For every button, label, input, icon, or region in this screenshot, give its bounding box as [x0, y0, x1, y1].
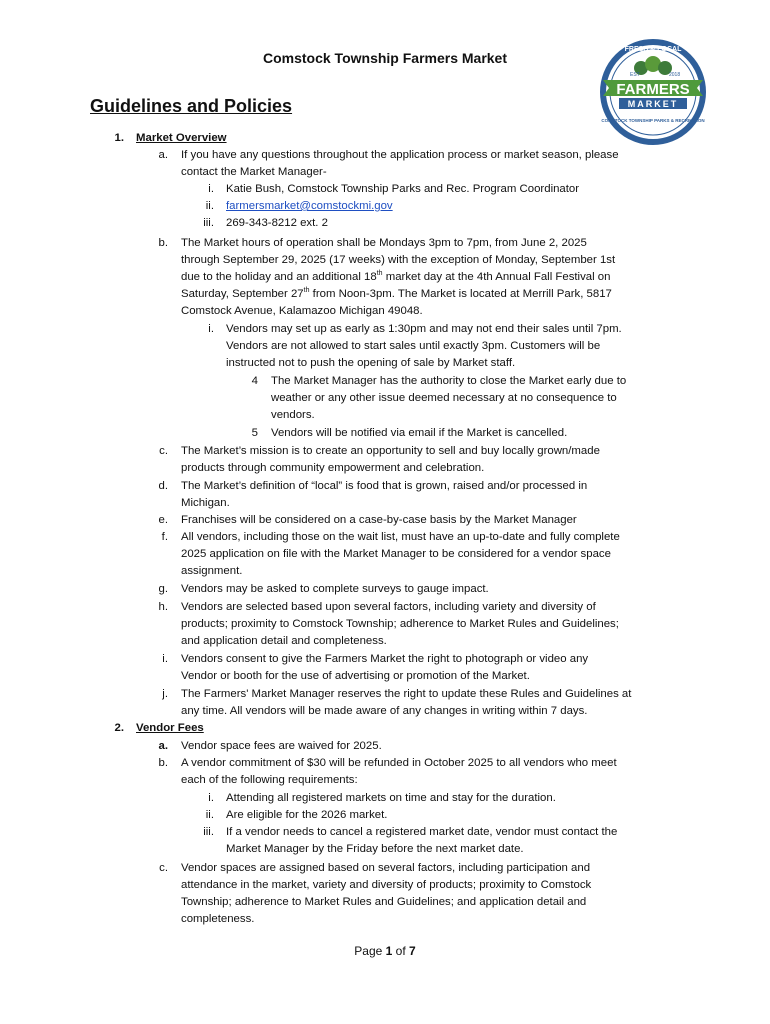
- list-marker: ii.: [205, 809, 214, 821]
- list-item-text: The Market’s mission is to create an opportunity to sell and buy locally grown/made: [181, 445, 600, 457]
- list-item-text: vendors.: [271, 409, 315, 421]
- list-item-text: Are eligible for the 2026 market.: [226, 809, 388, 821]
- list-marker: j.: [162, 688, 168, 700]
- list-item-text: Vendors are not allowed to start sales until exactly 3pm. Customers will be: [226, 340, 601, 352]
- list-item-text: Vendor space fees are waived for 2025.: [181, 740, 382, 752]
- page-number: 1: [385, 944, 393, 958]
- section-1-title: Market Overview: [136, 132, 227, 144]
- list-item-text: contact the Market Manager-: [181, 166, 327, 178]
- list-item-text: Comstock Avenue, Kalamazoo Michigan 49048.: [181, 305, 423, 317]
- page-total: 7: [409, 944, 416, 958]
- list-item-text: Vendors may be asked to complete surveys to gauge impact.: [181, 583, 489, 595]
- list-item-text: Market Manager by the Friday before the next market date.: [226, 843, 524, 855]
- list-marker: a.: [158, 149, 168, 161]
- list-item-text: any time. All vendors will be made aware of any changes in writing within 7 days.: [181, 705, 588, 717]
- list-item-text: Attending all registered markets on time and stay for the duration.: [226, 792, 556, 804]
- list-item-text: products; proximity to Comstock Township; adherence to Market Rules and Guidelines;: [181, 618, 619, 630]
- section-2-number: 2.: [114, 722, 124, 734]
- list-marker: ii.: [205, 200, 214, 212]
- guidelines-heading: Guidelines and Policies: [90, 96, 293, 116]
- list-item-text: Vendors will be notified via email if the Market is cancelled.: [271, 427, 568, 439]
- list-item-text: Vendors consent to give the Farmers Market the right to photograph or video any: [181, 653, 589, 665]
- list-item-text: Vendor or booth for the use of advertising or promotion of the Market.: [181, 670, 530, 682]
- svg-text:EST: EST: [630, 72, 640, 78]
- list-item-text: Township; adherence to Market Rules and Guidelines; and application detail and: [181, 896, 587, 908]
- section-1-number: 1.: [114, 132, 124, 144]
- list-item-text: All vendors, including those on the wait list, must have an up-to-date and fully complete: [181, 531, 620, 543]
- farmers-market-logo: [597, 38, 709, 146]
- list-marker: b.: [158, 757, 168, 769]
- list-item-text: instructed not to push the opening of sale by Market staff.: [226, 357, 516, 369]
- list-marker: iii.: [203, 217, 214, 229]
- list-item-text: assignment.: [181, 565, 243, 577]
- list-item-text: The Market hours of operation shall be Mondays 3pm to 7pm, from June 2, 2025: [181, 237, 587, 249]
- list-item-text: Michigan.: [181, 497, 230, 509]
- list-item-text: The Market’s definition of “local” is food that is grown, raised and/or processed in: [181, 480, 588, 492]
- list-item-text: 2025 application on file with the Market Manager to be considered for a vendor space: [181, 548, 611, 560]
- list-item-text: Franchises will be considered on a case-by-case basis by the Market Manager: [181, 514, 577, 526]
- list-marker: c.: [159, 862, 168, 874]
- list-marker: i.: [162, 653, 168, 665]
- contact-name: Katie Bush, Comstock Township Parks and Rec. Program Coordinator: [226, 183, 580, 195]
- svg-text:FARMERS: FARMERS: [616, 81, 690, 98]
- list-item-text: each of the following requirements:: [181, 774, 358, 786]
- list-item-text: Vendors may set up as early as 1:30pm and may not end their sales until 7pm.: [226, 323, 622, 335]
- list-item-text: The Market Manager has the authority to close the Market early due to: [271, 375, 627, 387]
- section-2-title: Vendor Fees: [136, 722, 204, 734]
- svg-text:2018: 2018: [669, 72, 681, 78]
- list-item-text: due to the holiday and an additional 18th market day at the 4th Annual Fall Festival on: [181, 270, 611, 283]
- list-marker: f.: [161, 531, 168, 543]
- page-header-title: Comstock Township Farmers Market: [262, 50, 508, 66]
- list-marker: i.: [208, 183, 214, 195]
- page-footer: Page 1 of 7: [354, 944, 416, 958]
- list-marker: i.: [208, 792, 214, 804]
- svg-text:MARKET: MARKET: [627, 99, 679, 109]
- list-item-text: The Farmers' Market Manager reserves the right to update these Rules and Guidelines at: [181, 688, 632, 700]
- list-marker: a.: [158, 740, 168, 752]
- list-item-text: Saturday, September 27th from Noon-3pm. The Market is located at Merrill Park, 5817: [181, 287, 612, 300]
- list-marker: 4: [251, 375, 258, 387]
- list-marker: h.: [158, 601, 168, 613]
- list-marker: d.: [158, 480, 168, 492]
- list-item-text: weather or any other issue deemed necessary at no consequence to: [271, 392, 617, 404]
- list-item-text: If a vendor needs to cancel a registered market date, vendor must contact the: [226, 826, 618, 838]
- list-item-text: Vendor spaces are assigned based on several factors, including participation and: [181, 862, 591, 874]
- list-marker: 5: [251, 427, 258, 439]
- list-item-text: A vendor commitment of $30 will be refunded in October 2025 to all vendors who meet: [181, 757, 617, 769]
- list-marker: g.: [158, 583, 168, 595]
- list-item-text: products through community empowerment and celebration.: [181, 462, 485, 474]
- contact-phone: 269-343-8212 ext. 2: [226, 217, 328, 229]
- list-item-text: Vendors are selected based upon several factors, including variety and diversity of: [181, 601, 596, 613]
- list-marker: c.: [159, 445, 168, 457]
- svg-text:FRESH & LOCAL: FRESH & LOCAL: [624, 46, 682, 53]
- list-marker: e.: [158, 514, 168, 526]
- svg-text:COMSTOCK TOWNSHIP PARKS & RECR: COMSTOCK TOWNSHIP PARKS & RECREATION: [601, 118, 705, 123]
- list-marker: iii.: [203, 826, 214, 838]
- list-marker: i.: [208, 323, 214, 335]
- contact-email-link[interactable]: farmersmarket@comstockmi.gov: [226, 200, 393, 212]
- list-marker: b.: [158, 237, 168, 249]
- list-item-text: and application detail and completeness.: [181, 635, 387, 647]
- list-item-text: attendance in the market, variety and diversity of products; proximity to Comstock: [181, 879, 592, 891]
- list-item-text: If you have any questions throughout the application process or market season, please: [181, 149, 619, 161]
- list-item-text: completeness.: [181, 913, 255, 925]
- list-item-text: through September 29, 2025 (17 weeks) with the exception of Monday, September 1st: [181, 254, 616, 266]
